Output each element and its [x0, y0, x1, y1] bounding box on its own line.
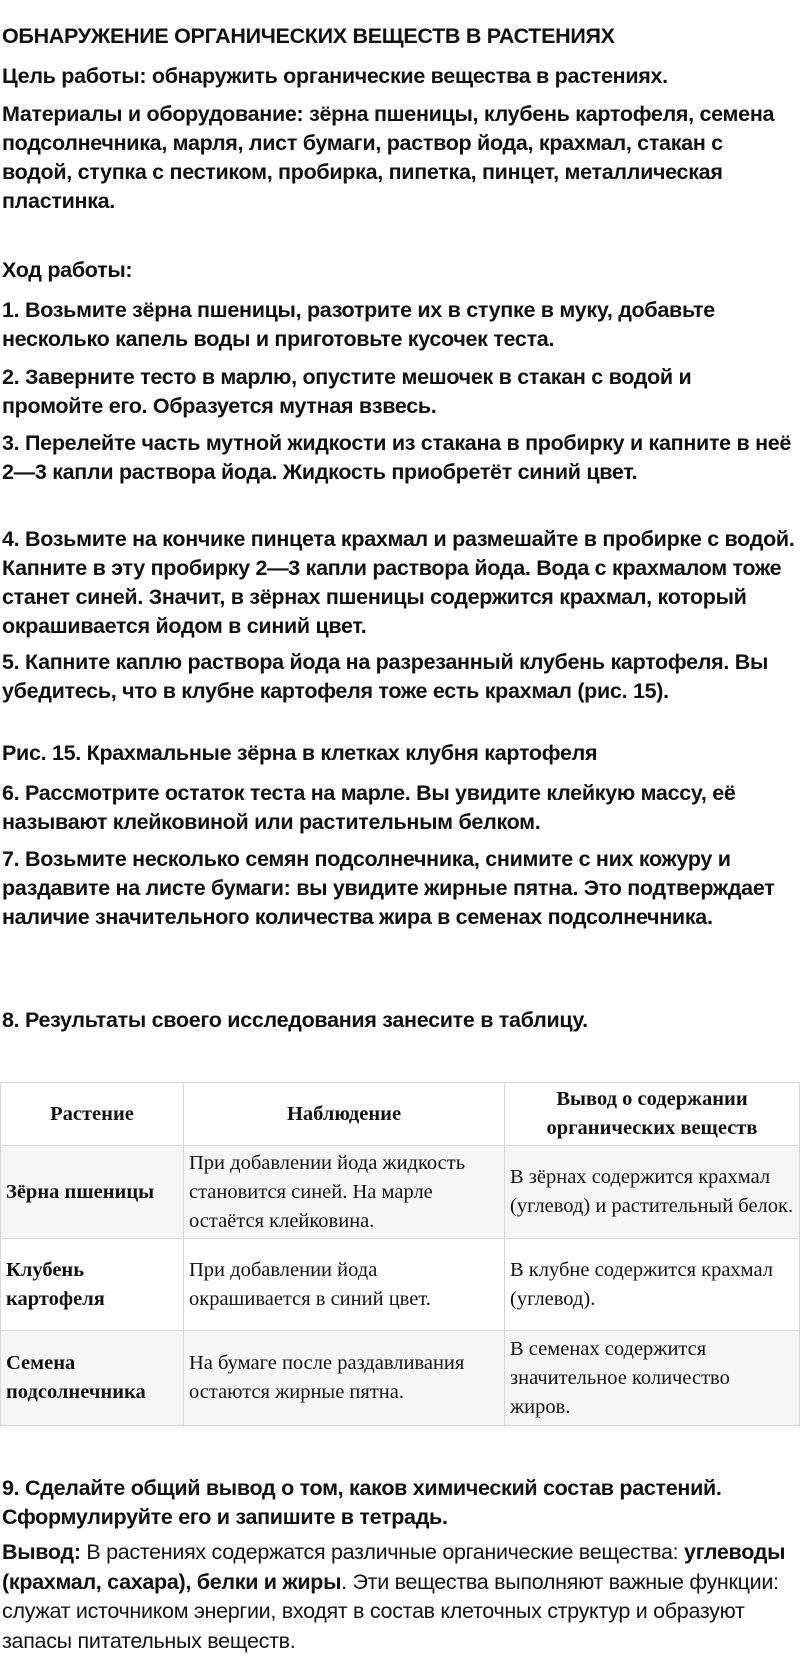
cell-observation: На бумаге после раздавливания остаются жирные пятна. [184, 1331, 505, 1426]
cell-conclusion: В зёрнах содержится крахмал (углевод) и растительный белок. [505, 1146, 800, 1239]
conclusion-label: Вывод: [2, 1540, 81, 1564]
header-conclusion: Вывод о содержании органических веществ [505, 1083, 800, 1146]
cell-observation: При добавлении йода окрашивается в синий цвет. [184, 1239, 505, 1331]
page-title: ОБНАРУЖЕНИЕ ОРГАНИЧЕСКИХ ВЕЩЕСТВ В РАСТЕНИЯХ [2, 24, 615, 48]
step-5: 5. Капните каплю раствора йода на разрезанный клубень картофеля. Вы убедитесь, что в клубне картофеля тоже есть крахмал (рис. 15). [2, 650, 769, 703]
table-row [1, 1146, 800, 1239]
goal-text: Цель работы: обнаружить органические вещества в растениях. [2, 64, 668, 88]
step-6: 6. Рассмотрите остаток теста на марле. Вы увидите клейкую массу, её называют клейковиной или растительным белком. [2, 781, 736, 834]
procedure-heading: Ход работы: [2, 258, 133, 282]
step-9: 9. Сделайте общий вывод о том, каков химический состав растений. Сформулируйте его и запишите в тетрадь. [2, 1476, 722, 1529]
conclusion-bold: углеводы (крахмал, сахара), белки и жиры [2, 1540, 786, 1594]
conclusion-text-1: В растениях содержатся различные органические вещества: [80, 1540, 685, 1564]
cell-plant: Зёрна пшеницы [1, 1146, 184, 1239]
conclusion-paragraph [2, 1538, 798, 1656]
header-observation: Наблюдение [184, 1083, 505, 1146]
cell-conclusion: В клубне содержится крахмал (углевод). [505, 1239, 800, 1331]
step-8: 8. Результаты своего исследования занесите в таблицу. [2, 1008, 588, 1032]
table-header-row [1, 1083, 800, 1146]
cell-observation: При добавлении йода жидкость становится синей. На марле остаётся клейковина. [184, 1146, 505, 1239]
step-1: 1. Возьмите зёрна пшеницы, разотрите их в ступке в муку, добавьте несколько капель воды и приготовьте кусочек теста. [2, 298, 715, 351]
step-3: 3. Перелейте часть мутной жидкости из стакана в пробирку и капните в неё 2—3 капли раствора йода. Жидкость приобретёт синий цвет. [2, 431, 792, 484]
cell-plant: Семена подсолнечника [1, 1331, 184, 1426]
cell-plant: Клубень картофеля [1, 1239, 184, 1331]
materials-text: Материалы и оборудование: зёрна пшеницы, клубень картофеля, семена подсолнечника, марля, лист бумаги, раствор йода, крахмал, стакан с водой, ступка с пестиком, пробирка, пипетка, пинцет, металлическая пластинка. [2, 102, 775, 213]
results-table [0, 1082, 800, 1426]
header-plant: Растение [1, 1083, 184, 1146]
cell-conclusion: В семенах содержится значительное количество жиров. [505, 1331, 800, 1426]
step-7: 7. Возьмите несколько семян подсолнечника, снимите с них кожуру и раздавите на листе бумаги: вы увидите жирные пятна. Это подтверждает наличие значительного количества жира в семенах подсолнечника. [2, 847, 775, 929]
step-4: 4. Возьмите на кончике пинцета крахмал и размешайте в пробирке с водой. Капните в эту пробирку 2—3 капли раствора йода. Вода с крахмалом тоже станет синей. Значит, в зёрнах пшеницы содержится крахмал, который окрашивается йодом в синий цвет. [2, 527, 795, 638]
table-row [1, 1331, 800, 1426]
step-2: 2. Заверните тесто в марлю, опустите мешочек в стакан с водой и промойте его. Образуется мутная взвесь. [2, 365, 692, 418]
conclusion-text-2: . Эти вещества выполняют важные функции: служат источником энергии, входят в состав клеточных структур и образуют запасы питательных веществ. [2, 1569, 779, 1653]
table-row [1, 1239, 800, 1331]
figure-caption: Рис. 15. Крахмальные зёрна в клетках клубня картофеля [2, 741, 598, 765]
